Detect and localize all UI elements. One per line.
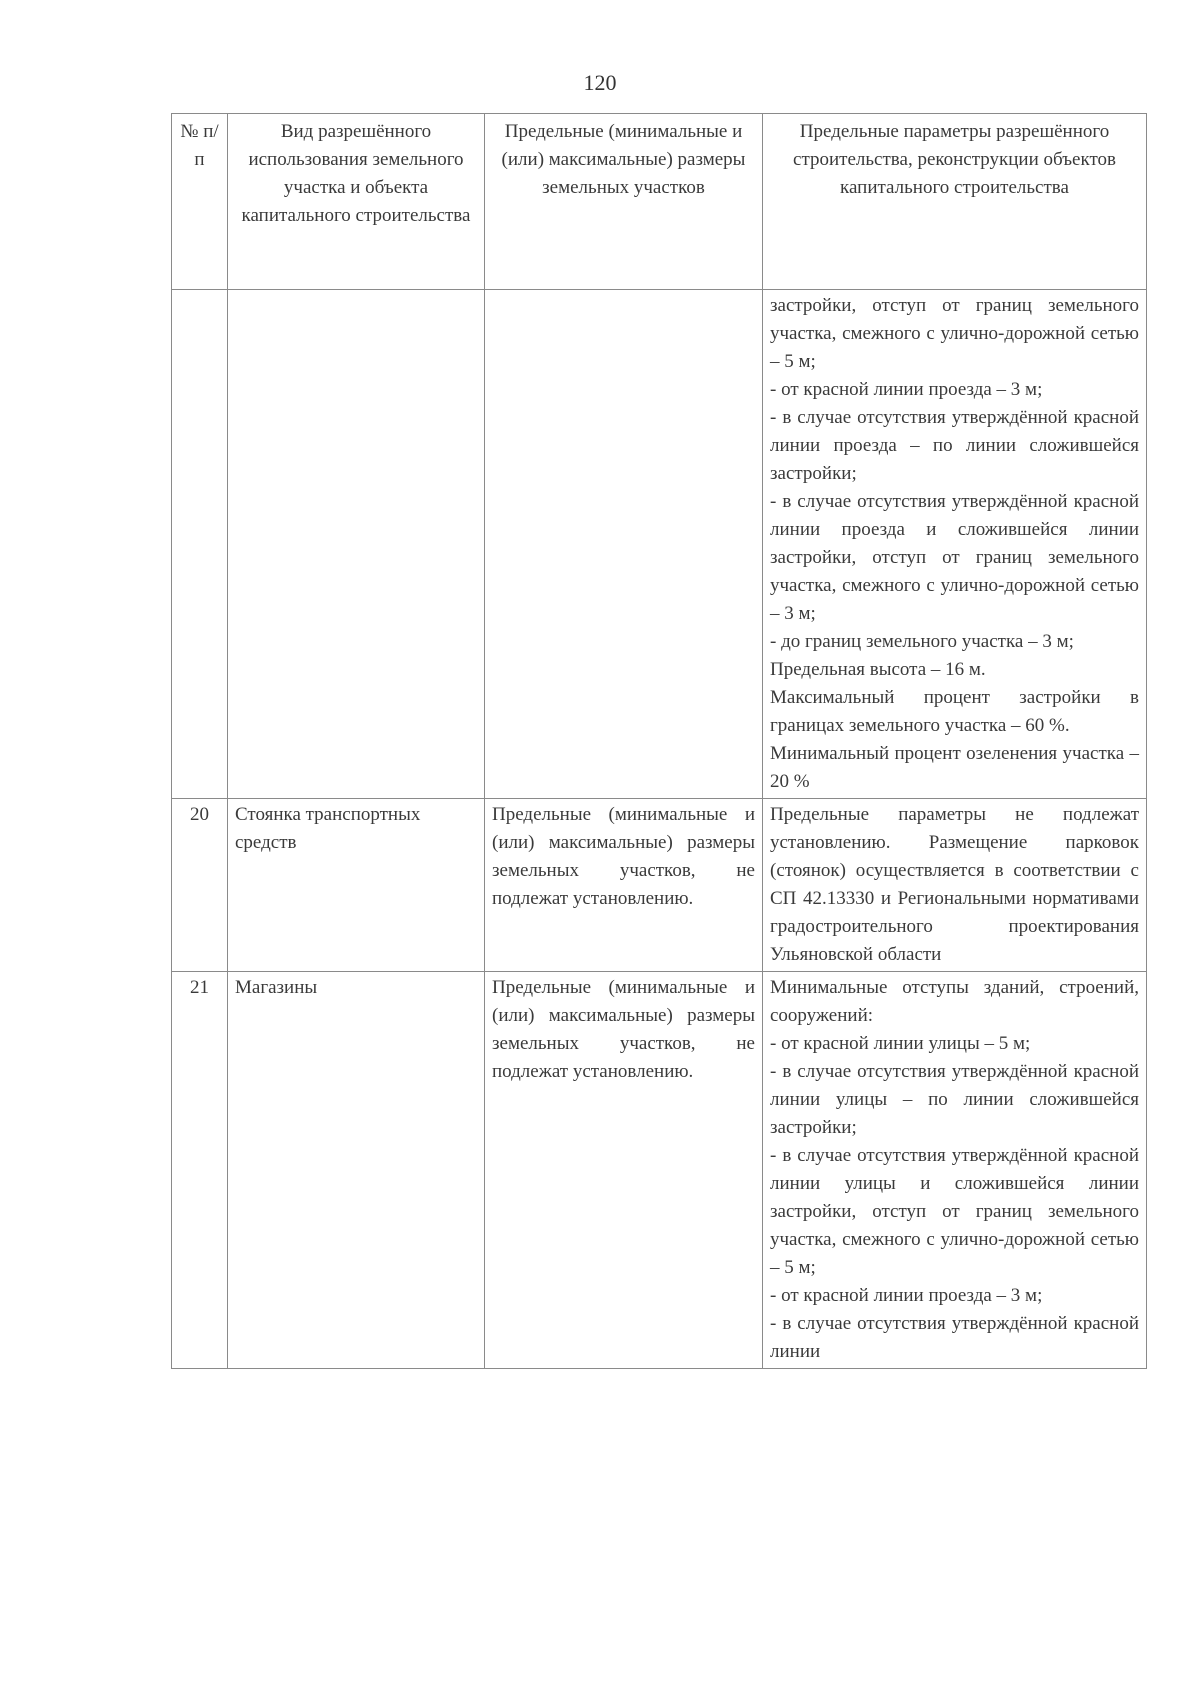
row-usage-type: Стоянка транспортных средств [228, 799, 485, 972]
table-row [172, 972, 1147, 1369]
table-row [172, 799, 1147, 972]
parameter-line: застройки, отступ от границ земельного участка, смежного с улично-дорожной сетью – 5 м; [770, 295, 1139, 372]
parameter-line: Максимальный процент застройки в границах земельного участка – 60 %. [770, 687, 1139, 736]
row-usage-type: Магазины [228, 972, 485, 1369]
regulations-table [171, 113, 1147, 1369]
parameter-line: - в случае отсутствия утверждённой красной линии улицы – по линии сложившейся застройки; [770, 1061, 1139, 1138]
row-plot-size [485, 290, 763, 799]
row-plot-size: Предельные (минимальные и (или) максимальные) размеры земельных участков, не подлежат установлению. [485, 799, 763, 972]
parameter-line: - в случае отсутствия утверждённой красной линии [770, 1313, 1139, 1362]
header-plot-size: Предельные (минимальные и (или) максимальные) размеры земельных участков [485, 114, 763, 290]
row-number [172, 290, 228, 799]
parameter-line: - до границ земельного участка – 3 м; [770, 631, 1074, 652]
row-usage-type [228, 290, 485, 799]
parameter-line: - в случае отсутствия утверждённой красной линии проезда и сложившейся линии застройки, отступ от границ земельного участка, смежного с улично-дорожной сетью – 3 м; [770, 491, 1139, 624]
parameter-line: - в случае отсутствия утверждённой красной линии проезда – по линии сложившейся застройки; [770, 407, 1139, 484]
row-parameters [763, 799, 1147, 972]
parameter-line: Минимальные отступы зданий, строений, сооружений: [770, 977, 1139, 1026]
table-row [172, 290, 1147, 799]
parameter-line: - в случае отсутствия утверждённой красной линии улицы и сложившейся линии застройки, отступ от границ земельного участка, смежного с улично-дорожной сетью – 5 м; [770, 1145, 1139, 1278]
header-building-parameters: Предельные параметры разрешённого строительства, реконструкции объектов капитального строительства [763, 114, 1147, 290]
header-usage-type: Вид разрешённого использования земельного участка и объекта капитального строительства [228, 114, 485, 290]
row-number: 20 [172, 799, 228, 972]
parameter-line: - от красной линии улицы – 5 м; [770, 1033, 1031, 1054]
table-header-row [172, 114, 1147, 290]
row-plot-size: Предельные (минимальные и (или) максимальные) размеры земельных участков, не подлежат установлению. [485, 972, 763, 1369]
parameter-line: - от красной линии проезда – 3 м; [770, 379, 1043, 400]
parameter-line: Минимальный процент озеленения участка – 20 % [770, 743, 1139, 792]
header-number: № п/п [172, 114, 228, 290]
page-number: 120 [583, 70, 617, 95]
row-parameters [763, 290, 1147, 799]
row-number: 21 [172, 972, 228, 1369]
parameter-line: Предельные параметры не подлежат установлению. Размещение парковок (стоянок) осуществляется в соответствии с СП 42.13330 и Региональными нормативами градостроительного проектирования Ульяновской области [770, 804, 1139, 965]
parameter-line: - от красной линии проезда – 3 м; [770, 1285, 1043, 1306]
row-parameters [763, 972, 1147, 1369]
parameter-line: Предельная высота – 16 м. [770, 659, 986, 680]
